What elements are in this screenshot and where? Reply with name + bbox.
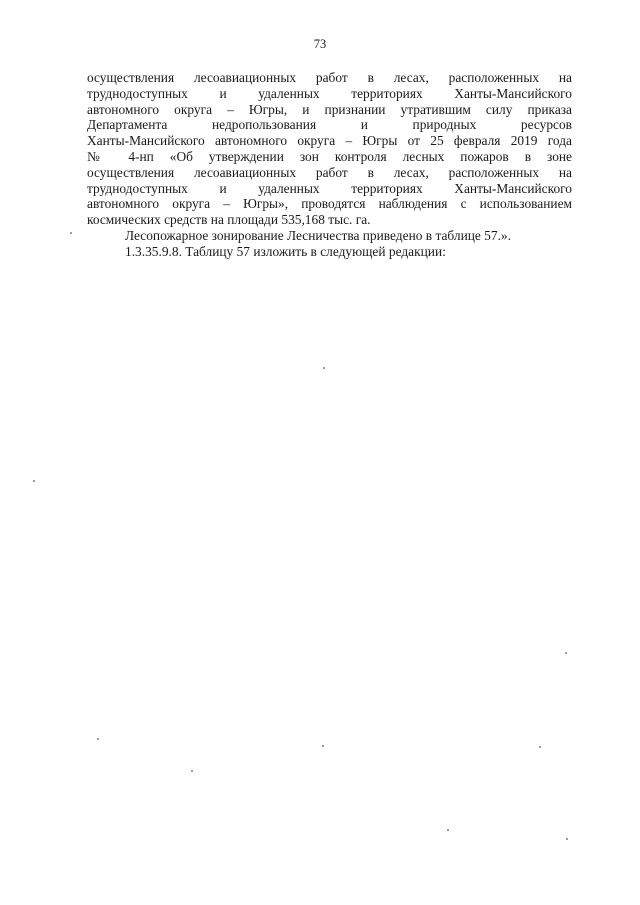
- paragraph-3: 1.3.35.9.8. Таблицу 57 изложить в следующей редакции:: [125, 243, 446, 259]
- scan-speck: [322, 745, 324, 747]
- document-text: [87, 70, 572, 260]
- text-line: Ханты-Мансийского автономного округа – Югры от 25 февраля 2019 года: [87, 133, 572, 149]
- text-line: осуществления лесоавиационных работ в лесах, расположенных на: [87, 164, 572, 180]
- scan-speck: [566, 838, 568, 840]
- text-line: осуществления лесоавиационных работ в лесах, расположенных на: [87, 70, 572, 85]
- text-line: автономного округа – Югры, и признании утратившим силу приказа: [87, 101, 572, 117]
- text-line: автономного округа – Югры», проводятся наблюдения с использованием: [87, 196, 572, 212]
- scan-speck: [539, 746, 541, 748]
- paragraph-1: [87, 70, 572, 228]
- scan-speck: [323, 367, 325, 369]
- scan-speck: [97, 738, 99, 740]
- scan-speck: [33, 480, 35, 482]
- scan-speck: [565, 652, 567, 654]
- scan-speck: [191, 770, 193, 772]
- paragraph-2: Лесопожарное зонирование Лесничества приведено в таблице 57.».: [125, 227, 511, 243]
- text-line: труднодоступных и удаленных территориях Ханты-Мансийского: [87, 85, 572, 101]
- scan-speck: [447, 829, 449, 831]
- scan-speck: [70, 232, 72, 234]
- page-number: 73: [313, 37, 327, 51]
- text-line: № 4-нп «Об утверждении зон контроля лесных пожаров в зоне: [87, 148, 572, 164]
- text-line: труднодоступных и удаленных территориях Ханты-Мансийского: [87, 180, 572, 196]
- text-line: Департамента недропользования и природных ресурсов: [87, 117, 572, 133]
- text-line: космических средств на площади 535,168 тыс. га.: [87, 212, 371, 228]
